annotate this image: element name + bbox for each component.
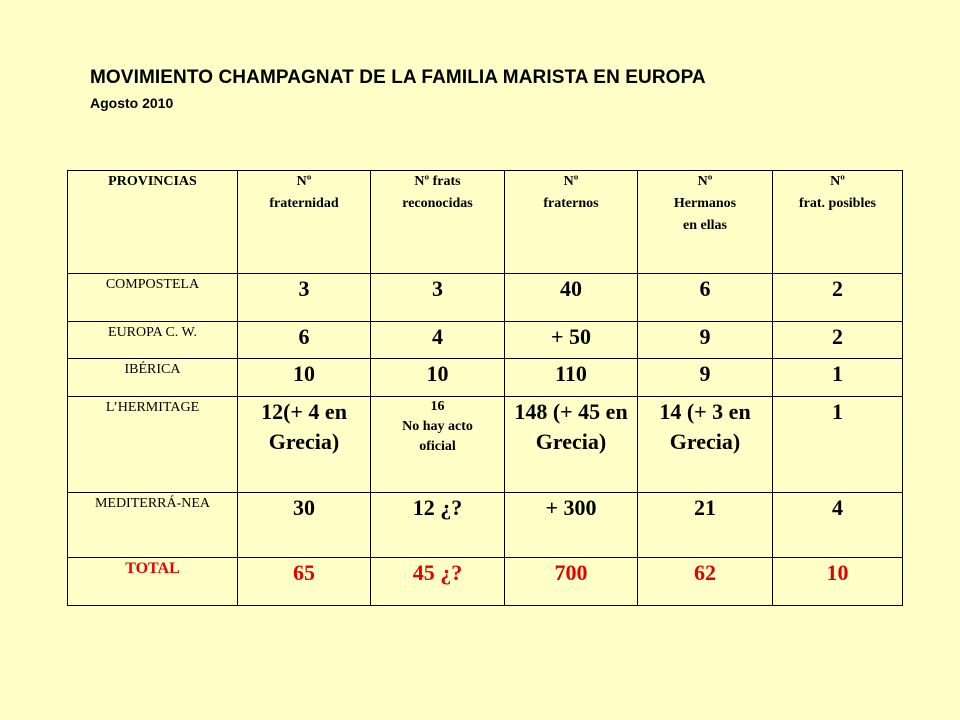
cell-reconocidas: 4 xyxy=(371,322,505,359)
page-subtitle: Agosto 2010 xyxy=(90,95,174,111)
cell-fraternos: 148 (+ 45 en Grecia) xyxy=(505,397,638,493)
table-row xyxy=(68,397,903,493)
cell-provincia: MEDITERRÁ-NEA xyxy=(68,493,238,558)
cell-reconocidas xyxy=(371,397,505,493)
cell-provincia: IBÉRICA xyxy=(68,359,238,397)
column-header-fraternidad: Nº fraternidad xyxy=(238,171,371,274)
cell-fraternidad: 12(+ 4 en Grecia) xyxy=(238,397,371,493)
cell-hermanos: 21 xyxy=(638,493,773,558)
cell-fraternos: + 300 xyxy=(505,493,638,558)
table-row xyxy=(68,493,903,558)
cell-fraternos: 40 xyxy=(505,274,638,322)
cell-provincia: COMPOSTELA xyxy=(68,274,238,322)
cell-provincia: L’HERMITAGE xyxy=(68,397,238,493)
cell-total-reconocidas: 45 ¿? xyxy=(371,558,505,606)
cell-reconocidas-note-2: oficial xyxy=(419,439,456,454)
cell-posibles: 2 xyxy=(773,274,903,322)
column-header-reconocidas: Nº frats reconocidas xyxy=(371,171,505,274)
cell-reconocidas-note: No hay acto xyxy=(402,419,473,434)
cell-total-fraternidad: 65 xyxy=(238,558,371,606)
cell-fraternidad: 3 xyxy=(238,274,371,322)
column-header-posibles: Nº frat. posibles xyxy=(773,171,903,274)
cell-posibles: 1 xyxy=(773,397,903,493)
cell-fraternidad: 6 xyxy=(238,322,371,359)
cell-fraternidad: 10 xyxy=(238,359,371,397)
cell-reconocidas: 3 xyxy=(371,274,505,322)
table-total-row xyxy=(68,558,903,606)
column-header-fraternos: Nº fraternos xyxy=(505,171,638,274)
data-table xyxy=(67,170,903,606)
cell-posibles: 1 xyxy=(773,359,903,397)
cell-total-posibles: 10 xyxy=(773,558,903,606)
cell-reconocidas: 12 ¿? xyxy=(371,493,505,558)
cell-provincia: EUROPA C. W. xyxy=(68,322,238,359)
cell-hermanos: 9 xyxy=(638,322,773,359)
cell-fraternidad: 30 xyxy=(238,493,371,558)
column-header-hermanos: Nº Hermanos en ellas xyxy=(638,171,773,274)
column-header-provincias: PROVINCIAS xyxy=(68,171,238,274)
cell-posibles: 2 xyxy=(773,322,903,359)
cell-fraternos: 110 xyxy=(505,359,638,397)
cell-total-fraternos: 700 xyxy=(505,558,638,606)
table-row xyxy=(68,322,903,359)
cell-total-label: TOTAL xyxy=(68,558,238,606)
table-header-row xyxy=(68,171,903,274)
cell-total-hermanos: 62 xyxy=(638,558,773,606)
table-row xyxy=(68,274,903,322)
cell-hermanos: 9 xyxy=(638,359,773,397)
cell-fraternos: + 50 xyxy=(505,322,638,359)
cell-reconocidas-value: 16 xyxy=(430,399,445,414)
cell-hermanos: 14 (+ 3 en Grecia) xyxy=(638,397,773,493)
page-title: MOVIMIENTO CHAMPAGNAT DE LA FAMILIA MARISTA EN EUROPA xyxy=(90,67,706,88)
cell-hermanos: 6 xyxy=(638,274,773,322)
cell-reconocidas: 10 xyxy=(371,359,505,397)
table-row xyxy=(68,359,903,397)
cell-posibles: 4 xyxy=(773,493,903,558)
